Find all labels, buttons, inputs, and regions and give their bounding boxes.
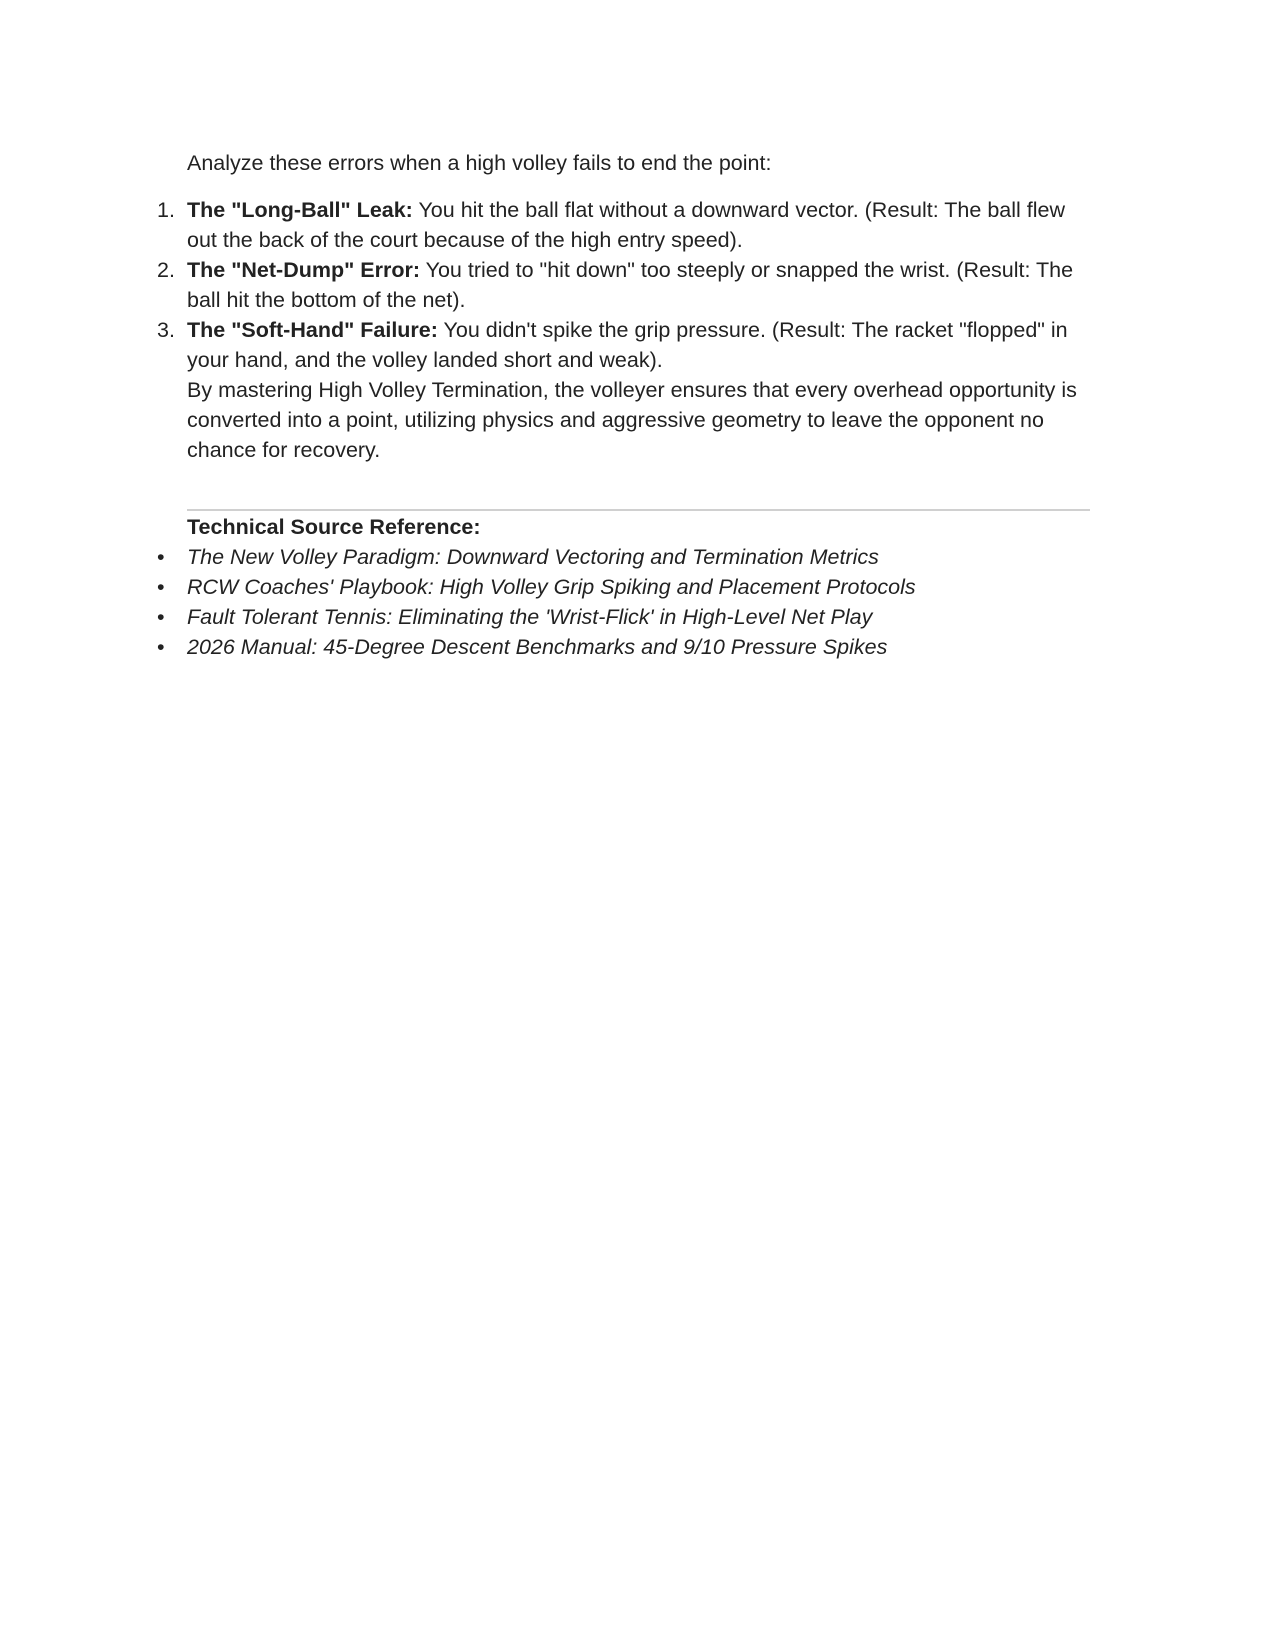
section-divider <box>187 509 1090 511</box>
reference-title: 2026 Manual: 45-Degree Descent Benchmarks and 9/10 Pressure Spikes <box>187 635 888 659</box>
list-number: 3. <box>157 318 175 342</box>
reference-list <box>157 542 1087 662</box>
reference-title: Fault Tolerant Tennis: Eliminating the 'Wrist-Flick' in High-Level Net Play <box>187 605 873 629</box>
list-number: 2. <box>157 258 175 282</box>
reference-item <box>157 572 1087 602</box>
bullet-marker: • <box>157 545 165 569</box>
error-description: You didn't spike the grip pressure. (Result: The racket "flopped" in your hand, and the volley landed short and weak). <box>187 318 1068 372</box>
reference-item <box>157 602 1087 632</box>
error-item <box>157 315 1087 375</box>
bullet-marker: • <box>157 635 165 659</box>
reference-title: RCW Coaches' Playbook: High Volley Grip Spiking and Placement Protocols <box>187 575 916 599</box>
document-content <box>157 148 1087 662</box>
reference-item <box>157 632 1087 662</box>
reference-title: The New Volley Paradigm: Downward Vectoring and Termination Metrics <box>187 545 879 569</box>
error-item <box>157 255 1087 315</box>
error-list <box>157 195 1087 375</box>
list-number: 1. <box>157 198 175 222</box>
error-description: You hit the ball flat without a downward vector. (Result: The ball flew out the back of the court because of the high entry speed). <box>187 198 1065 252</box>
error-term: The "Soft-Hand" Failure: <box>187 318 438 342</box>
reference-item <box>157 542 1087 572</box>
references-heading: Technical Source Reference: <box>187 515 481 539</box>
error-item <box>157 195 1087 255</box>
bullet-marker: • <box>157 605 165 629</box>
summary-paragraph: By mastering High Volley Termination, the volleyer ensures that every overhead opportunity is converted into a point, utilizing physics and aggressive geometry to leave the opponent no chance for recovery. <box>187 378 1077 462</box>
bullet-marker: • <box>157 575 165 599</box>
intro-paragraph: Analyze these errors when a high volley fails to end the point: <box>187 151 772 175</box>
error-description: You tried to "hit down" too steeply or snapped the wrist. (Result: The ball hit the bottom of the net). <box>187 258 1074 312</box>
error-term: The "Net-Dump" Error: <box>187 258 421 282</box>
error-term: The "Long-Ball" Leak: <box>187 198 413 222</box>
